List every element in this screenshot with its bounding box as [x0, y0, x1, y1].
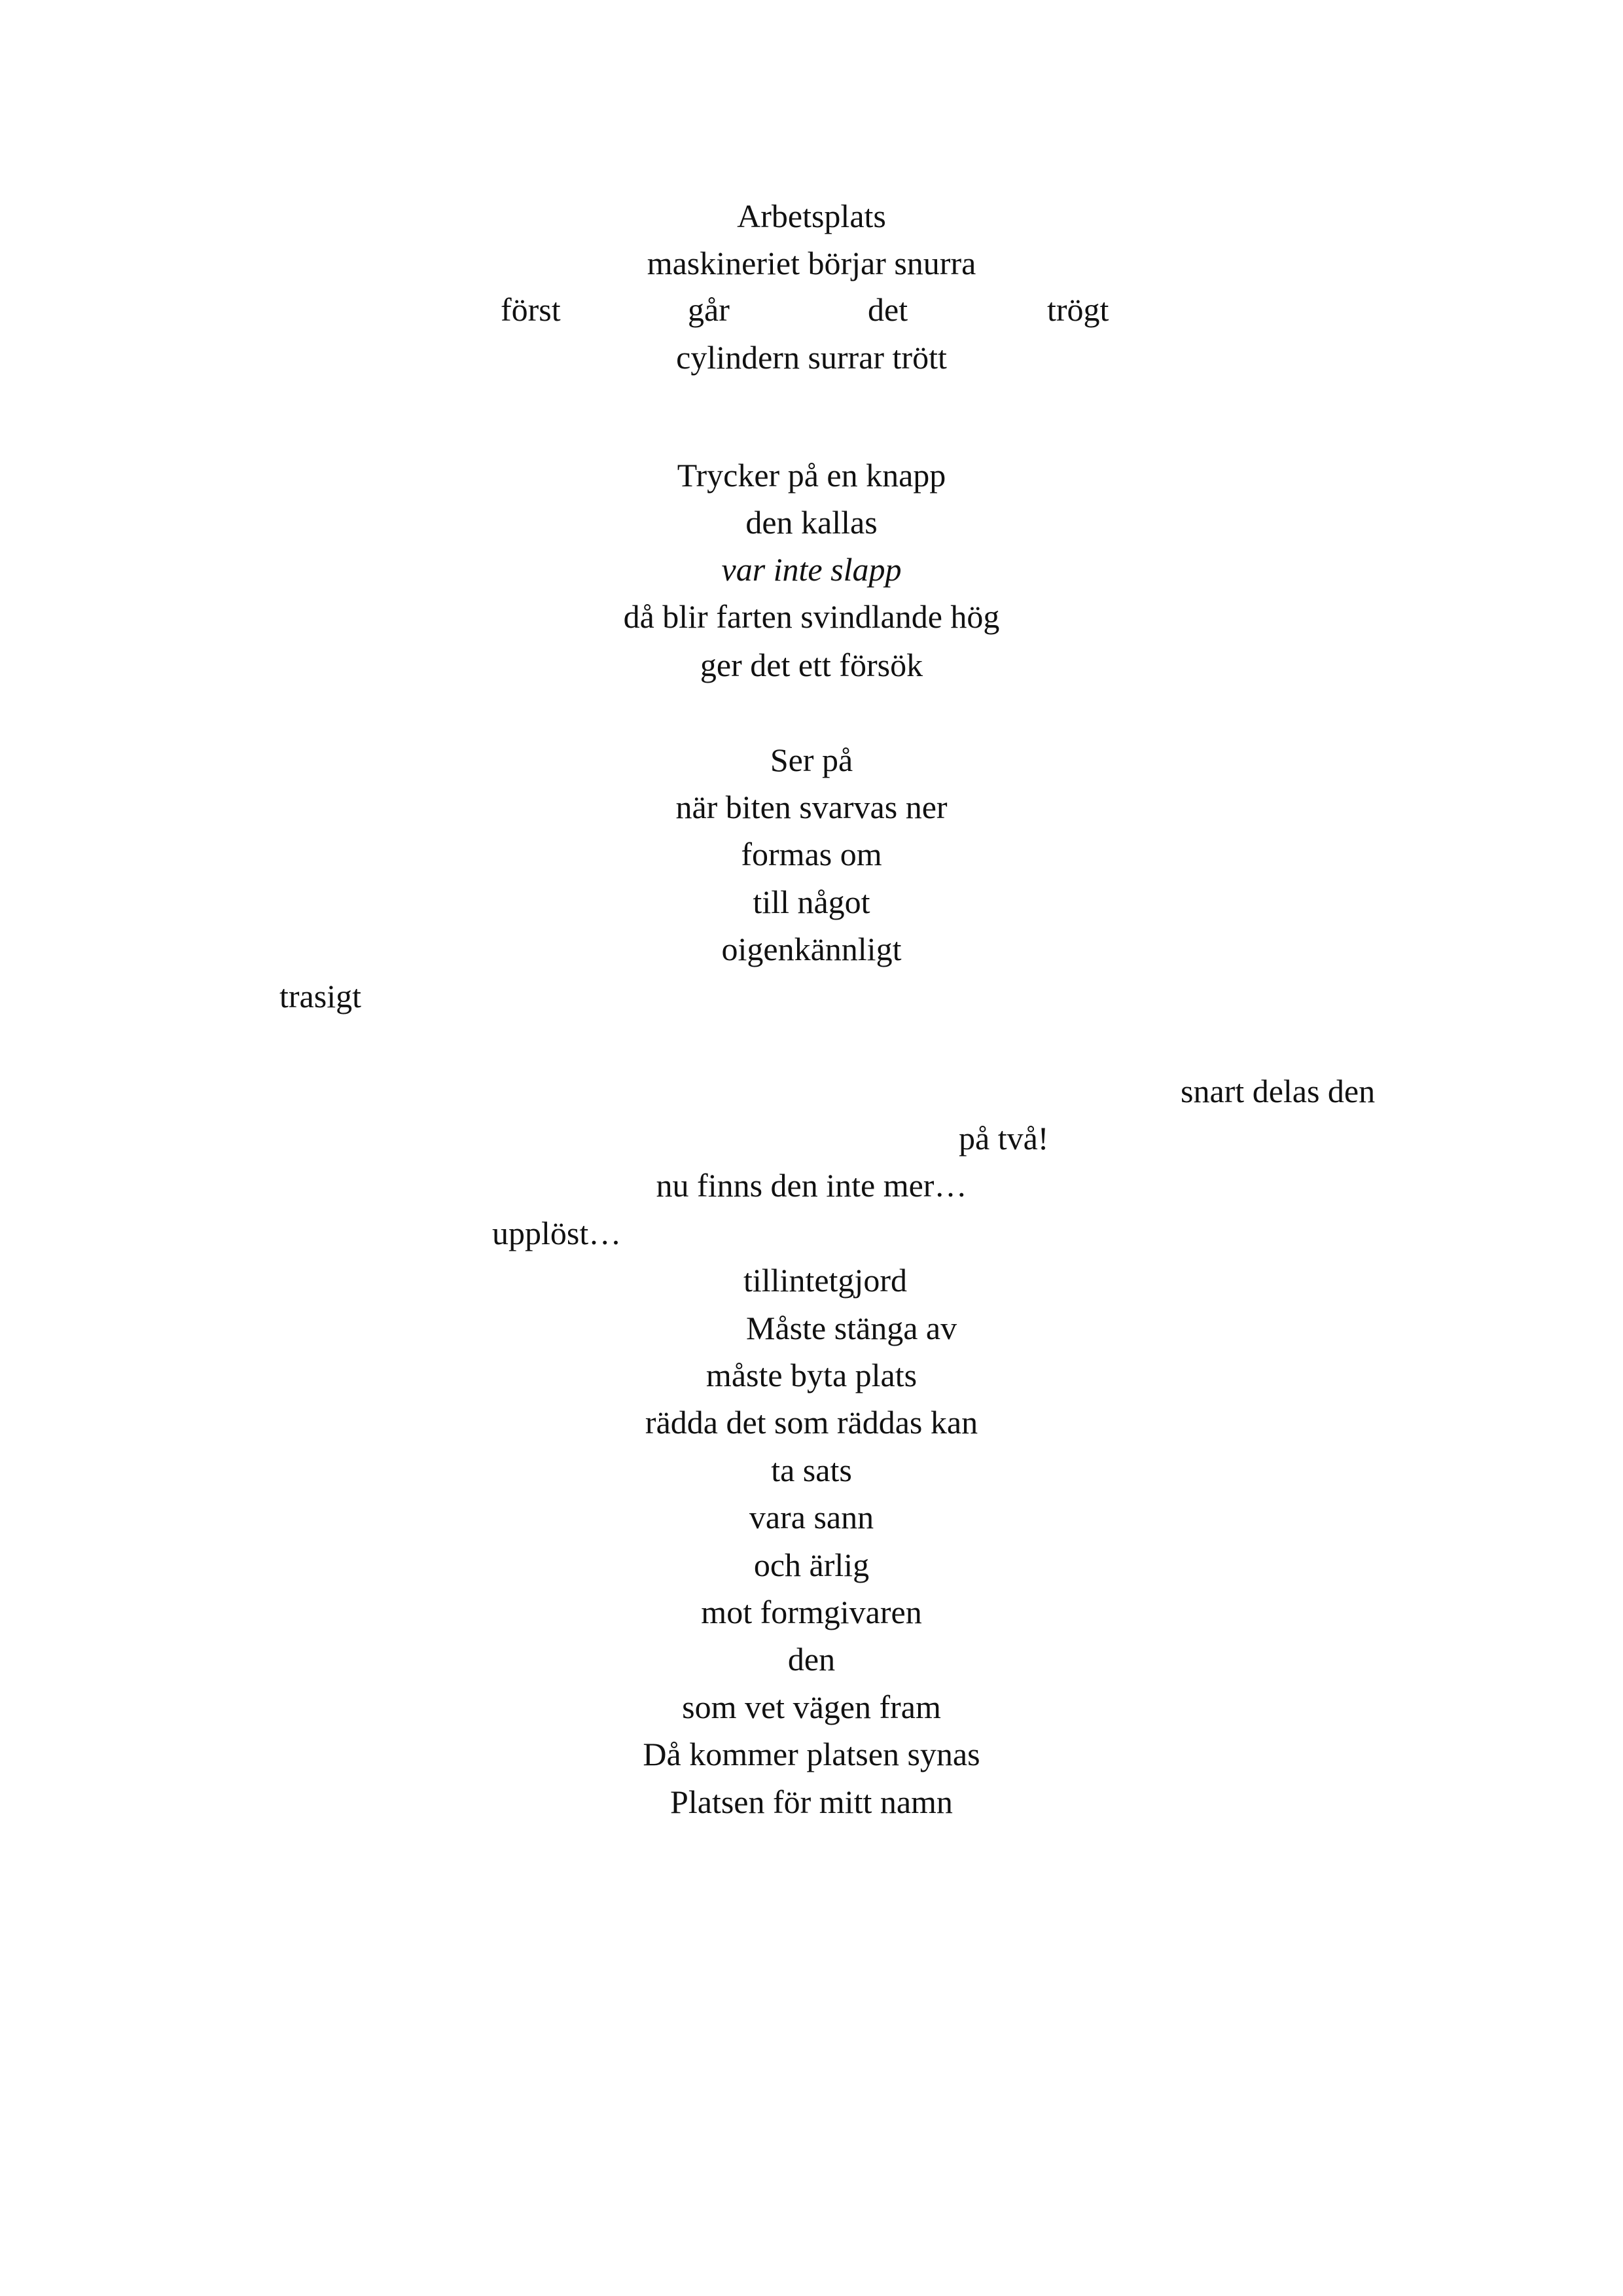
poem-line: ger det ett försök [700, 647, 923, 683]
poem-line: formas om [741, 836, 882, 872]
poem-line: vara sann [749, 1499, 874, 1535]
poem-line: och ärlig [753, 1547, 870, 1583]
poem-word: det [868, 291, 908, 328]
poem-line: ta sats [771, 1452, 852, 1488]
poem-word: går [688, 291, 730, 328]
poem-line: nu finns den inte mer… [656, 1167, 967, 1204]
poem-line: som vet vägen fram [682, 1689, 941, 1725]
poem-line: mot formgivaren [701, 1594, 922, 1630]
poem-line: Då kommer platsen synas [643, 1736, 980, 1772]
poem-line: cylindern surrar trött [676, 339, 947, 376]
poem-line: den [787, 1641, 836, 1677]
poem-line: Trycker på en knapp [677, 457, 946, 493]
poem-line-offset: Måste stänga av [746, 1310, 957, 1346]
poem-line: måste byta plats [705, 1357, 918, 1393]
poem-line-italic: var inte slapp [721, 551, 902, 588]
poem-title: Arbetsplats [737, 198, 886, 234]
poem-line-offset: tillintetgjord [743, 1262, 907, 1299]
poem-line: rädda det som räddas kan [645, 1404, 978, 1441]
poem-line: oigenkännligt [721, 931, 902, 967]
poem-line: då blir farten svindlande hög [623, 598, 1000, 635]
poem-word: trögt [1047, 291, 1109, 328]
poem-line-left: trasigt [279, 978, 361, 1014]
poem-line: maskineriet börjar snurra [647, 245, 976, 281]
poem-line: när biten svarvas ner [675, 789, 948, 825]
poem-line-offset: på två! [959, 1120, 1049, 1157]
poem-line: Ser på [770, 742, 853, 778]
poem-line: till något [753, 884, 870, 920]
poem-line-right: snart delas den [1181, 1073, 1376, 1109]
poem-word: först [501, 291, 561, 328]
poem-line: Platsen för mitt namn [670, 1784, 953, 1820]
poem-line: den kallas [745, 504, 878, 541]
poem-line-offset: upplöst… [492, 1215, 622, 1251]
